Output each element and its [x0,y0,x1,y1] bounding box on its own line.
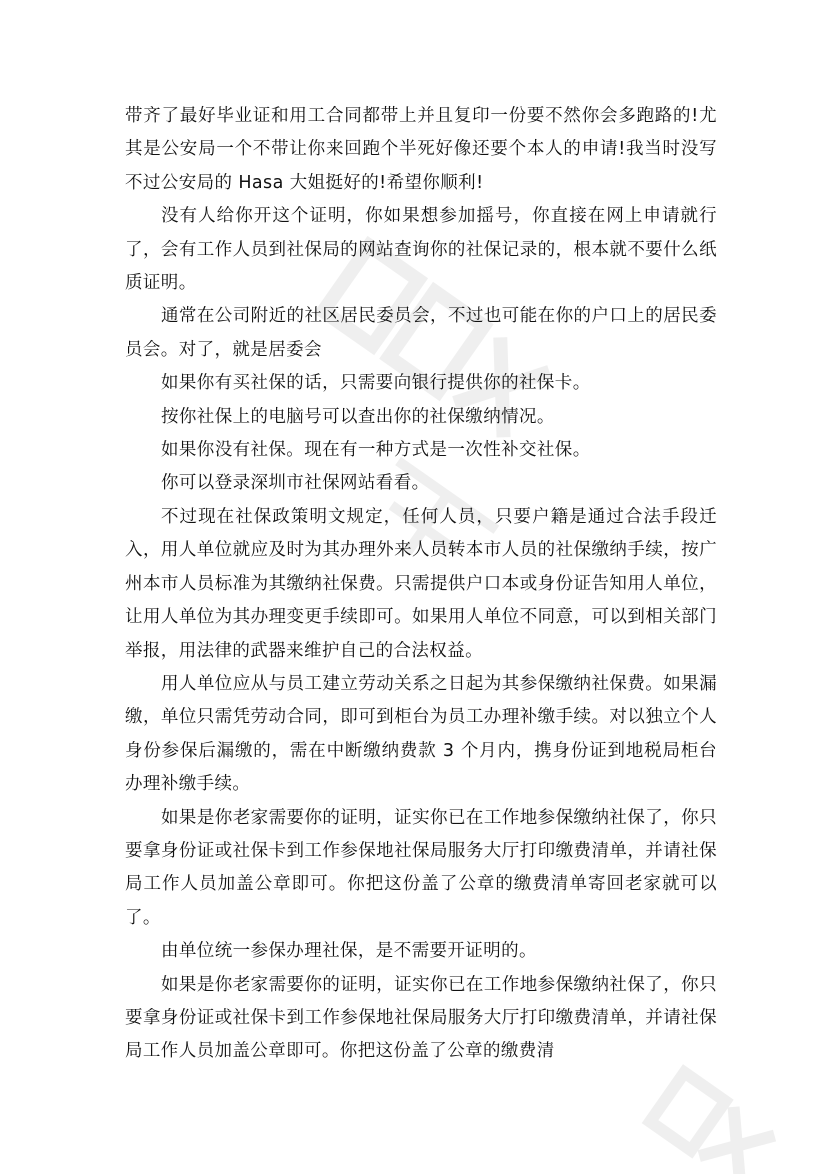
paragraph: 通常在公司附近的社区居民委员会，不过也可能在你的户口上的居民委员会。对了，就是居委会 [125,306,717,360]
paragraph: 如果你有买社保的话，只需要向银行提供你的社保卡。 [161,373,591,394]
paragraph: 如果是你老家需要你的证明，证实你已在工作地参保缴纳社保了，你只要拿身份证或社保卡到工作参保地社保局服务大厅打印缴费清单，并请社保局工作人员加盖公章即可。你把这份盖了公章的缴费清 [125,974,717,1062]
paragraph: 用人单位应从与员工建立劳动关系之日起为其参保缴纳社保费。如果漏缴，单位只需凭劳动合同，即可到柜台为员工办理补缴手续。对以独立个人身份参保后漏缴的，需在中断缴纳费款 3 个月内，携身份证到地税局柜台办理补缴手续。 [125,673,717,795]
paragraph: 由单位统一参保办理社保，是不需要开证明的。 [161,941,537,962]
paragraph: 没有人给你开这个证明，你如果想参加摇号，你直接在网上申请就行了，会有工作人员到社保局的网站查询你的社保记录的，根本就不要什么纸质证明。 [125,206,717,294]
paragraph: 带齐了最好毕业证和用工合同都带上并且复印一份要不然你会多跑路的!尤其是公安局一个不带让你来回跑个半死好像还要个本人的申请!我当时没写不过公安局的 Hasa 大姐挺好的!希望你顺利! [125,106,717,193]
paragraph: 如果是你老家需要你的证明，证实你已在工作地参保缴纳社保了，你只要拿身份证或社保卡到工作参保地社保局服务大厅打印缴费清单，并请社保局工作人员加盖公章即可。你把这份盖了公章的缴费清单寄回老家就可以了。 [125,807,717,928]
paragraph: 不过现在社保政策明文规定，任何人员，只要户籍是通过合法手段迁入，用人单位就应及时为其办理外来人员转本市人员的社保缴纳手续，按广州本市人员标准为其缴纳社保费。只需提供户口本或身份证告知用人单位，让用人单位为其办理变更手续即可。如果用人单位不同意，可以到相关部门举报，用法律的武器来维护自己的合法权益。 [125,506,717,661]
paragraph: 你可以登录深圳市社保网站看看。 [161,473,430,494]
paragraph: 按你社保上的电脑号可以查出你的社保缴纳情况。 [161,406,555,427]
article-body [125,100,717,1069]
paragraph: 如果你没有社保。现在有一种方式是一次性补交社保。 [161,440,591,461]
